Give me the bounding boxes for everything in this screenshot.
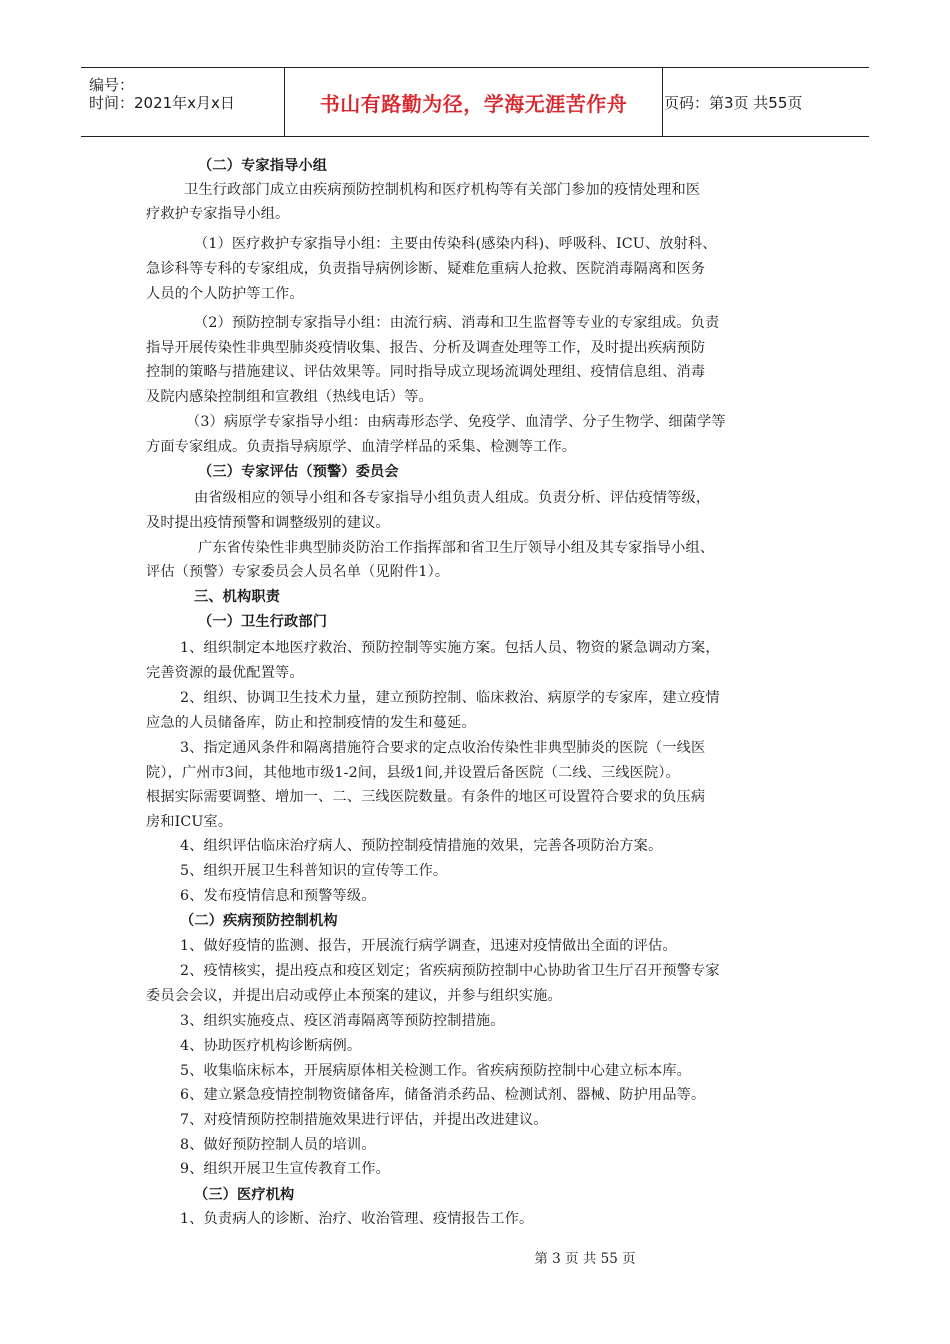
section-heading: （二）专家指导小组 [198, 158, 328, 174]
paragraph-line: 委员会会议，并提出启动或停止本预案的建议，并参与组织实施。 [146, 988, 562, 1004]
section-heading: （二）疾病预防控制机构 [180, 913, 338, 929]
paragraph-line: 5、组织开展卫生科普知识的宣传等工作。 [180, 863, 448, 879]
page-header [81, 67, 869, 137]
document-number-label: 编号： [89, 76, 135, 94]
paragraph-line: 人员的个人防护等工作。 [146, 286, 304, 302]
paragraph-line: （2）预防控制专家指导小组：由流行病、消毒和卫生监督等专业的专家组成。负责 [194, 315, 720, 331]
section-heading: （三）专家评估（预警）委员会 [198, 464, 399, 480]
paragraph-line: 9、组织开展卫生宣传教育工作。 [180, 1161, 390, 1177]
paragraph-line: 应急的人员储备库，防止和控制疫情的发生和蔓延。 [146, 715, 476, 731]
paragraph-line: 2、疫情核实，提出疫点和疫区划定；省疾病预防控制中心协助省卫生厅召开预警专家 [180, 963, 720, 979]
paragraph-line: （3）病原学专家指导小组：由病毒形态学、免疫学、血清学、分子生物学、细菌学等 [186, 414, 726, 430]
paragraph-line: 1、做好疫情的监测、报告，开展流行病学调查，迅速对疫情做出全面的评估。 [180, 938, 677, 954]
document-date-label: 时间：2021年x月x日 [89, 94, 235, 112]
header-meta-cell [81, 68, 284, 136]
paragraph-line: 6、建立紧急疫情控制物资储备库，储备消杀药品、检测试剂、器械、防护用品等。 [180, 1087, 706, 1103]
header-motto: 书山有路勤为径，学海无涯苦作舟 [319, 91, 628, 116]
section-heading: （一）卫生行政部门 [198, 614, 328, 630]
paragraph-line: 及院内感染控制组和宣教组（热线电话）等。 [146, 389, 433, 405]
paragraph-line: 急诊科等专科的专家组成，负责指导病例诊断、疑难危重病人抢救、医院消毒隔离和医务 [146, 261, 706, 277]
header-page-cell [662, 68, 871, 136]
paragraph-line: 方面专家组成。负责指导病原学、血清学样品的采集、检测等工作。 [146, 439, 577, 455]
paragraph-line: 4、组织评估临床治疗病人、预防控制疫情措施的效果，完善各项防治方案。 [180, 838, 663, 854]
paragraph-line: 3、指定通风条件和隔离措施符合要求的定点收治传染性非典型肺炎的医院（一线医 [180, 740, 706, 756]
paragraph-line: 4、协助医疗机构诊断病例。 [180, 1038, 362, 1054]
paragraph-line: 6、发布疫情信息和预警等级。 [180, 888, 376, 904]
paragraph-line: 5、收集临床标本，开展病原体相关检测工作。省疾病预防控制中心建立标本库。 [180, 1063, 691, 1079]
paragraph-line: 8、做好预防控制人员的培训。 [180, 1137, 376, 1153]
header-motto-cell [284, 68, 663, 136]
header-page-number: 页码：第3页 共55页 [664, 93, 803, 112]
paragraph-line: 广东省传染性非典型肺炎防治工作指挥部和省卫生厅领导小组及其专家指导小组、 [198, 540, 715, 556]
paragraph-line: 7、对疫情预防控制措施效果进行评估，并提出改进建议。 [180, 1112, 548, 1128]
paragraph-line: 控制的策略与措施建议、评估效果等。同时指导成立现场流调处理组、疫情信息组、消毒 [146, 364, 706, 380]
paragraph-line: 根据实际需要调整、增加一、二、三线医院数量。有条件的地区可设置符合要求的负压病 [146, 789, 706, 805]
paragraph-line: 评估（预警）专家委员会人员名单（见附件1）。 [146, 564, 450, 580]
paragraph-line: 3、组织实施疫点、疫区消毒隔离等预防控制措施。 [180, 1013, 505, 1029]
paragraph-line: 院），广州市3间，其他地市级1-2间，县级1间,并设置后备医院（二线、三线医院）。 [146, 765, 680, 781]
footer-page-number: 第 3 页 共 55 页 [534, 1251, 636, 1267]
paragraph-line: （1）医疗救护专家指导小组：主要由传染科(感染内科)、呼吸科、ICU、放射科、 [194, 236, 717, 252]
section-heading: 三、机构职责 [194, 589, 281, 605]
page-footer [0, 1247, 950, 1267]
paragraph-line: 1、组织制定本地医疗救治、预防控制等实施方案。包括人员、物资的紧急调动方案， [180, 640, 720, 656]
paragraph-line: 指导开展传染性非典型肺炎疫情收集、报告、分析及调查处理等工作，及时提出疾病预防 [146, 340, 706, 356]
paragraph-line: 卫生行政部门成立由疾病预防控制机构和医疗机构等有关部门参加的疫情处理和医 [184, 182, 701, 198]
paragraph-line: 完善资源的最优配置等。 [146, 665, 304, 681]
paragraph-line: 1、负责病人的诊断、治疗、收治管理、疫情报告工作。 [180, 1211, 534, 1227]
paragraph-line: 疗救护专家指导小组。 [146, 206, 290, 222]
paragraph-line: 及时提出疫情预警和调整级别的建议。 [146, 515, 390, 531]
section-heading: （三）医疗机构 [194, 1187, 295, 1203]
paragraph-line: 由省级相应的领导小组和各专家指导小组负责人组成。负责分析、评估疫情等级， [194, 490, 711, 506]
paragraph-line: 房和ICU室。 [146, 814, 233, 830]
paragraph-line: 2、组织、协调卫生技术力量，建立预防控制、临床救治、病原学的专家库，建立疫情 [180, 690, 720, 706]
